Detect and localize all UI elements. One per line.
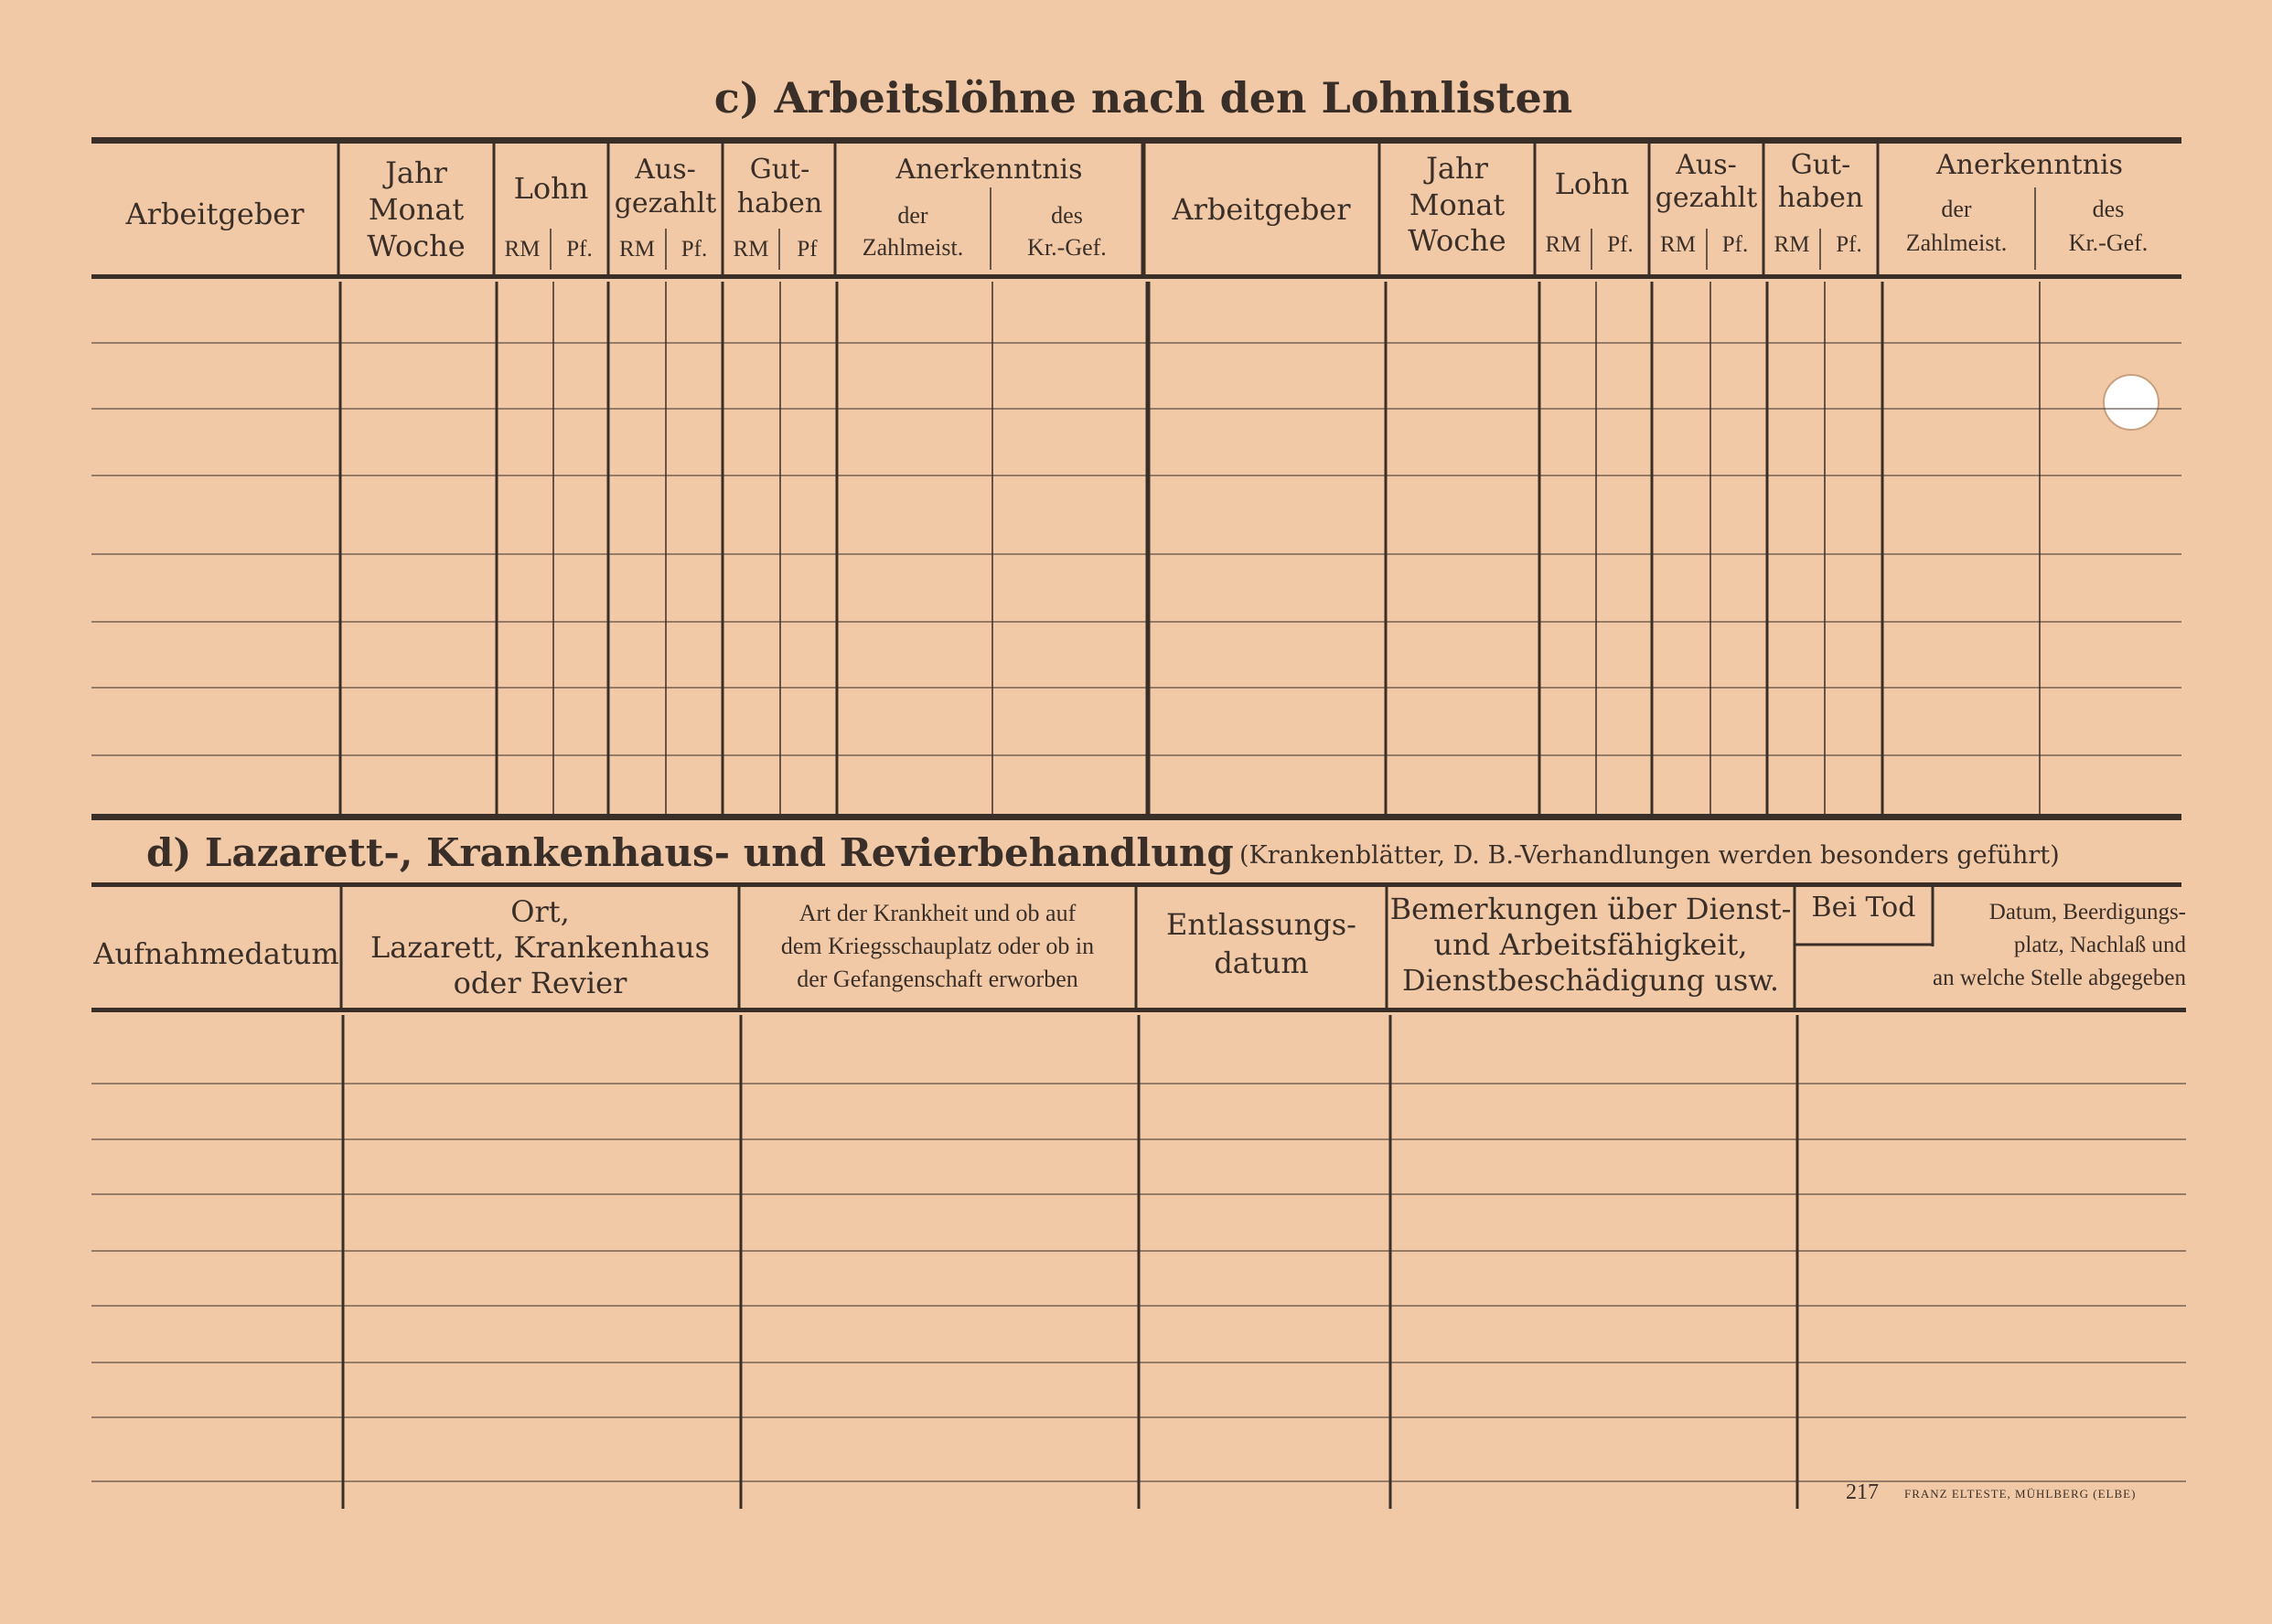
header-pf: Pf. — [1836, 232, 1862, 257]
header-pf: Pf. — [681, 237, 708, 262]
header-entlassung-2: datum — [1214, 946, 1309, 980]
header-zahlmeist: Zahlmeist. — [1905, 230, 2008, 256]
header-anerkenntnis: Anerkenntnis — [1935, 149, 2124, 181]
header-rm: RM — [1660, 232, 1696, 257]
header-woche: Woche — [367, 229, 466, 263]
header-der: der — [897, 202, 928, 229]
section-d-note: (Krankenblätter, D. B.-Verhandlungen werden besonders geführt) — [1239, 841, 2060, 870]
header-arbeitgeber: Arbeitgeber — [125, 197, 305, 231]
header-ausgezahlt-1: Aus- — [1676, 149, 1737, 181]
header-ort-2: Lazarett, Krankenhaus — [370, 930, 711, 965]
header-krgef: Kr.-Gef. — [1027, 234, 1107, 261]
header-lohn: Lohn — [513, 171, 589, 206]
header-entlassung-1: Entlassungs- — [1166, 907, 1356, 942]
header-arbeitgeber: Arbeitgeber — [1172, 192, 1351, 227]
header-pf: Pf. — [1607, 232, 1634, 257]
header-rm: RM — [733, 237, 769, 262]
header-art-1: Art der Krankheit und ob auf — [798, 900, 1077, 926]
header-ausgezahlt-2: gezahlt — [1655, 182, 1758, 214]
punch-hole — [2104, 375, 2159, 430]
header-monat: Monat — [368, 192, 465, 227]
header-datum-1: Datum, Beerdigungs- — [1988, 900, 2186, 924]
header-des: des — [1051, 202, 1083, 229]
section-c-title: c) Arbeitslöhne nach den Lohnlisten — [713, 73, 1573, 123]
header-rm: RM — [1545, 232, 1581, 257]
header-rm: RM — [504, 237, 541, 262]
header-datum-3: an welche Stelle abgegeben — [1933, 966, 2186, 990]
header-des: des — [2092, 196, 2125, 222]
header-art-3: der Gefangenschaft erworben — [797, 966, 1078, 992]
header-art-2: dem Kriegsschauplatz oder ob in — [780, 933, 1095, 959]
header-guthaben-2: haben — [736, 187, 823, 219]
header-ausgezahlt-1: Aus- — [635, 154, 696, 186]
header-bemerkungen-1: Bemerkungen über Dienst- — [1389, 892, 1792, 926]
header-ort-3: oder Revier — [453, 966, 627, 1000]
form-number: 217 — [1846, 1480, 1879, 1504]
header-bemerkungen-2: und Arbeitsfähigkeit, — [1433, 927, 1748, 962]
header-guthaben-2: haben — [1777, 182, 1864, 214]
header-rm: RM — [619, 237, 655, 262]
header-monat: Monat — [1409, 187, 1506, 222]
section-d-title: d) Lazarett-, Krankenhaus- und Revierbehandlung — [146, 830, 1234, 875]
header-ausgezahlt-2: gezahlt — [614, 187, 717, 219]
header-pf: Pf. — [1721, 232, 1749, 257]
header-pf: Pf. — [566, 237, 593, 262]
header-aufnahmedatum: Aufnahmedatum — [93, 936, 339, 971]
header-pf: Pf — [797, 237, 818, 262]
header-datum-2: platz, Nachlaß und — [2013, 933, 2186, 957]
header-zahlmeist: Zahlmeist. — [862, 234, 964, 261]
header-jahr: Jahr — [1426, 151, 1488, 186]
header-anerkenntnis: Anerkenntnis — [895, 154, 1083, 186]
header-guthaben-1: Gut- — [749, 154, 810, 186]
header-woche: Woche — [1408, 223, 1506, 258]
header-rm: RM — [1774, 232, 1810, 257]
header-ort-1: Ort, — [510, 894, 570, 929]
header-krgef: Kr.-Gef. — [2068, 230, 2149, 256]
header-bemerkungen-3: Dienstbeschädigung usw. — [1401, 963, 1780, 998]
header-jahr: Jahr — [385, 155, 447, 190]
header-bei-tod: Bei Tod — [1811, 892, 1916, 924]
header-guthaben-1: Gut- — [1790, 149, 1851, 181]
printer-imprint: FRANZ ELTESTE, MÜHLBERG (ELBE) — [1904, 1487, 2137, 1501]
header-lohn: Lohn — [1554, 166, 1630, 201]
header-der: der — [1941, 196, 1972, 222]
